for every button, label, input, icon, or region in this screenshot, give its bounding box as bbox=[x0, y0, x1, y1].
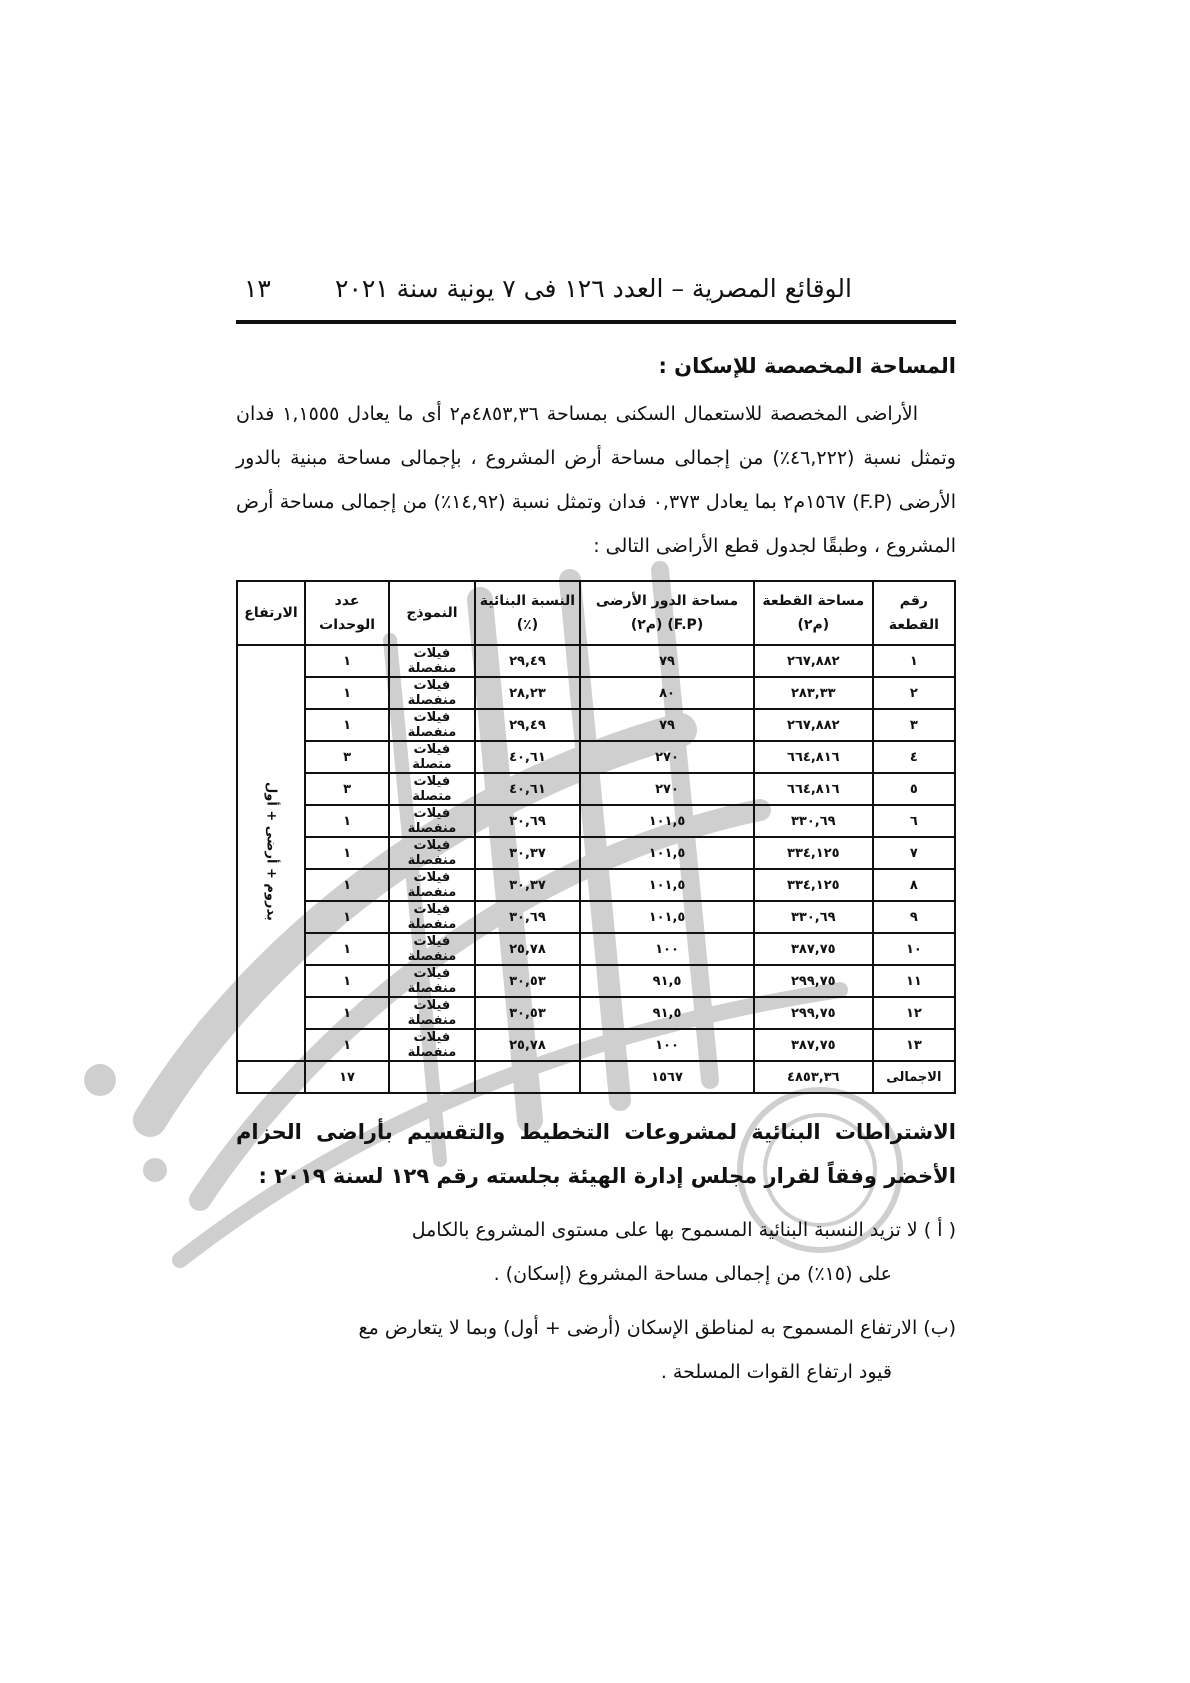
total-building-ratio bbox=[475, 1061, 580, 1093]
cell-lot-no: ٩ bbox=[873, 901, 955, 933]
document-page bbox=[236, 270, 956, 1394]
cell-lot-no: ١ bbox=[873, 645, 955, 677]
table-row bbox=[237, 837, 955, 869]
cell-building-ratio: ٢٩,٤٩ bbox=[475, 709, 580, 741]
cell-lot-no: ١١ bbox=[873, 965, 955, 997]
total-label: الاجمالى bbox=[873, 1061, 955, 1093]
cell-building-ratio: ٢٥,٧٨ bbox=[475, 1029, 580, 1061]
cell-building-ratio: ٣٠,٥٣ bbox=[475, 997, 580, 1029]
clause-b-line2: قيود ارتفاع القوات المسلحة . bbox=[660, 1361, 892, 1383]
cell-model: فيلات منفصلة bbox=[389, 997, 475, 1029]
housing-paragraph bbox=[236, 392, 956, 568]
cell-units: ١ bbox=[305, 869, 389, 901]
page-number: ١٣ bbox=[244, 274, 271, 303]
total-height bbox=[237, 1061, 305, 1093]
cell-units: ١ bbox=[305, 933, 389, 965]
cell-units: ١ bbox=[305, 645, 389, 677]
cell-lot-no: ٣ bbox=[873, 709, 955, 741]
cell-lot-no: ٦ bbox=[873, 805, 955, 837]
cell-lot-area: ٣٣٤,١٢٥ bbox=[754, 869, 873, 901]
gazette-header-title: الوقائع المصرية – العدد ١٢٦ فى ٧ يونية سنة ٢٠٢١ bbox=[335, 274, 852, 303]
cell-units: ١ bbox=[305, 1029, 389, 1061]
table-row bbox=[237, 869, 955, 901]
cell-lot-area: ٣٣٤,١٢٥ bbox=[754, 837, 873, 869]
table-header-row bbox=[237, 581, 955, 645]
cell-model: فيلات منفصلة bbox=[389, 677, 475, 709]
cell-model: فيلات منفصلة bbox=[389, 645, 475, 677]
cell-building-ratio: ٣٠,٥٣ bbox=[475, 965, 580, 997]
total-lot-area: ٤٨٥٣,٣٦ bbox=[754, 1061, 873, 1093]
cell-building-ratio: ٢٨,٢٣ bbox=[475, 677, 580, 709]
total-ground-area: ١٥٦٧ bbox=[580, 1061, 754, 1093]
height-value: بدروم + أرضى + أول bbox=[263, 781, 279, 921]
cell-ground-area: ١٠١,٥ bbox=[580, 805, 754, 837]
cell-ground-area: ٢٧٠ bbox=[580, 741, 754, 773]
cell-lot-area: ٢٩٩,٧٥ bbox=[754, 965, 873, 997]
cell-lot-area: ٢٦٧,٨٨٢ bbox=[754, 709, 873, 741]
table-row bbox=[237, 933, 955, 965]
section-title-requirements: الاشتراطات البنائية لمشروعات التخطيط والتقسيم بأراضى الحزام الأخضر وفقاً لقرار مجلس إدارة الهيئة بجلسته رقم ١٢٩ لسنة ٢٠١٩ : bbox=[236, 1120, 956, 1188]
total-units: ١٧ bbox=[305, 1061, 389, 1093]
table-row bbox=[237, 645, 955, 677]
cell-height bbox=[237, 645, 305, 1061]
cell-units: ١ bbox=[305, 709, 389, 741]
header-ground-area: مساحة الدور الأرضى (F.P) (م٢) bbox=[580, 581, 754, 645]
cell-ground-area: ٧٩ bbox=[580, 709, 754, 741]
cell-model: فيلات منفصلة bbox=[389, 869, 475, 901]
cell-lot-no: ١٣ bbox=[873, 1029, 955, 1061]
cell-model: فيلات منفصلة bbox=[389, 805, 475, 837]
header-lot-no: رقم القطعة bbox=[873, 581, 955, 645]
cell-units: ٣ bbox=[305, 741, 389, 773]
cell-lot-area: ٢٩٩,٧٥ bbox=[754, 997, 873, 1029]
cell-model: فيلات منفصلة bbox=[389, 965, 475, 997]
cell-model: فيلات منفصلة bbox=[389, 837, 475, 869]
cell-building-ratio: ٤٠,٦١ bbox=[475, 741, 580, 773]
housing-paragraph-text: الأراضى المخصصة للاستعمال السكنى بمساحة ٤٨٥٣,٣٦م٢ أى ما يعادل ١,١٥٥٥ فدان وتمثل نسبة (٤٦,٢٢٢٪) من إجمالى مساحة أرض المشروع ، بإجمالى مساحة مبنية بالدور الأرضى (F.P) ١٥٦٧م٢ بما يعادل ٠,٣٧٣ فدان وتمثل نسبة (١٤,٩٢٪) من إجمالى مساحة أرض المشروع ، وطبقًا لجدول قطع الأراضى التالى : bbox=[236, 403, 956, 557]
total-model bbox=[389, 1061, 475, 1093]
cell-lot-area: ٢٨٣,٣٣ bbox=[754, 677, 873, 709]
cell-lot-area: ٢٦٧,٨٨٢ bbox=[754, 645, 873, 677]
clause-b bbox=[236, 1306, 956, 1394]
cell-lot-area: ٣٨٧,٧٥ bbox=[754, 1029, 873, 1061]
table-row bbox=[237, 805, 955, 837]
section-title-housing: المساحة المخصصة للإسكان : bbox=[658, 354, 956, 378]
cell-model: فيلات منفصلة bbox=[389, 709, 475, 741]
cell-building-ratio: ٢٥,٧٨ bbox=[475, 933, 580, 965]
cell-model: فيلات منفصلة bbox=[389, 933, 475, 965]
cell-units: ١ bbox=[305, 805, 389, 837]
cell-ground-area: ٩١,٥ bbox=[580, 965, 754, 997]
cell-lot-area: ٣٨٧,٧٥ bbox=[754, 933, 873, 965]
cell-lot-area: ٣٣٠,٦٩ bbox=[754, 805, 873, 837]
cell-building-ratio: ٣٠,٣٧ bbox=[475, 837, 580, 869]
table-row bbox=[237, 709, 955, 741]
cell-lot-no: ٥ bbox=[873, 773, 955, 805]
header-divider bbox=[236, 320, 956, 324]
clause-b-line1: (ب) الارتفاع المسموح به لمناطق الإسكان (أرضى + أول) وبما لا يتعارض مع bbox=[358, 1317, 956, 1339]
cell-ground-area: ١٠١,٥ bbox=[580, 837, 754, 869]
cell-ground-area: ١٠٠ bbox=[580, 933, 754, 965]
table-row bbox=[237, 1029, 955, 1061]
header-model: النموذج bbox=[389, 581, 475, 645]
cell-lot-no: ٧ bbox=[873, 837, 955, 869]
cell-lot-area: ٦٦٤,٨١٦ bbox=[754, 741, 873, 773]
cell-ground-area: ١٠٠ bbox=[580, 1029, 754, 1061]
cell-building-ratio: ٢٩,٤٩ bbox=[475, 645, 580, 677]
cell-lot-no: ١٢ bbox=[873, 997, 955, 1029]
clause-a bbox=[236, 1208, 956, 1296]
lots-table bbox=[236, 580, 956, 1094]
page-header bbox=[236, 270, 956, 314]
cell-building-ratio: ٣٠,٣٧ bbox=[475, 869, 580, 901]
cell-lot-area: ٦٦٤,٨١٦ bbox=[754, 773, 873, 805]
cell-model: فيلات منفصلة bbox=[389, 1029, 475, 1061]
cell-model: فيلات متصلة bbox=[389, 773, 475, 805]
cell-ground-area: ١٠١,٥ bbox=[580, 869, 754, 901]
total-row bbox=[237, 1061, 955, 1093]
cell-model: فيلات منفصلة bbox=[389, 901, 475, 933]
cell-units: ١ bbox=[305, 997, 389, 1029]
cell-lot-no: ٨ bbox=[873, 869, 955, 901]
clause-a-line2: على (١٥٪) من إجمالى مساحة المشروع (إسكان) . bbox=[493, 1263, 892, 1285]
cell-ground-area: ١٠١,٥ bbox=[580, 901, 754, 933]
header-units: عدد الوحدات bbox=[305, 581, 389, 645]
cell-units: ١ bbox=[305, 837, 389, 869]
table-body bbox=[237, 645, 955, 1093]
cell-ground-area: ٨٠ bbox=[580, 677, 754, 709]
header-lot-area: مساحة القطعة (م٢) bbox=[754, 581, 873, 645]
table-row bbox=[237, 741, 955, 773]
cell-ground-area: ٢٧٠ bbox=[580, 773, 754, 805]
cell-ground-area: ٩١,٥ bbox=[580, 997, 754, 1029]
table-row bbox=[237, 901, 955, 933]
cell-units: ١ bbox=[305, 677, 389, 709]
cell-lot-no: ٤ bbox=[873, 741, 955, 773]
header-building-ratio: النسبة البنائية (٪) bbox=[475, 581, 580, 645]
cell-building-ratio: ٤٠,٦١ bbox=[475, 773, 580, 805]
cell-model: فيلات متصلة bbox=[389, 741, 475, 773]
cell-units: ٣ bbox=[305, 773, 389, 805]
cell-lot-no: ١٠ bbox=[873, 933, 955, 965]
table-row bbox=[237, 965, 955, 997]
cell-lot-area: ٣٣٠,٦٩ bbox=[754, 901, 873, 933]
cell-units: ١ bbox=[305, 901, 389, 933]
cell-building-ratio: ٣٠,٦٩ bbox=[475, 901, 580, 933]
cell-ground-area: ٧٩ bbox=[580, 645, 754, 677]
table-row bbox=[237, 773, 955, 805]
cell-building-ratio: ٣٠,٦٩ bbox=[475, 805, 580, 837]
header-height: الارتفاع bbox=[237, 581, 305, 645]
cell-lot-no: ٢ bbox=[873, 677, 955, 709]
table-row bbox=[237, 997, 955, 1029]
cell-units: ١ bbox=[305, 965, 389, 997]
table-row bbox=[237, 677, 955, 709]
clause-a-line1: ( أ ) لا تزيد النسبة البنائية المسموح بها على مستوى المشروع بالكامل bbox=[411, 1219, 956, 1241]
